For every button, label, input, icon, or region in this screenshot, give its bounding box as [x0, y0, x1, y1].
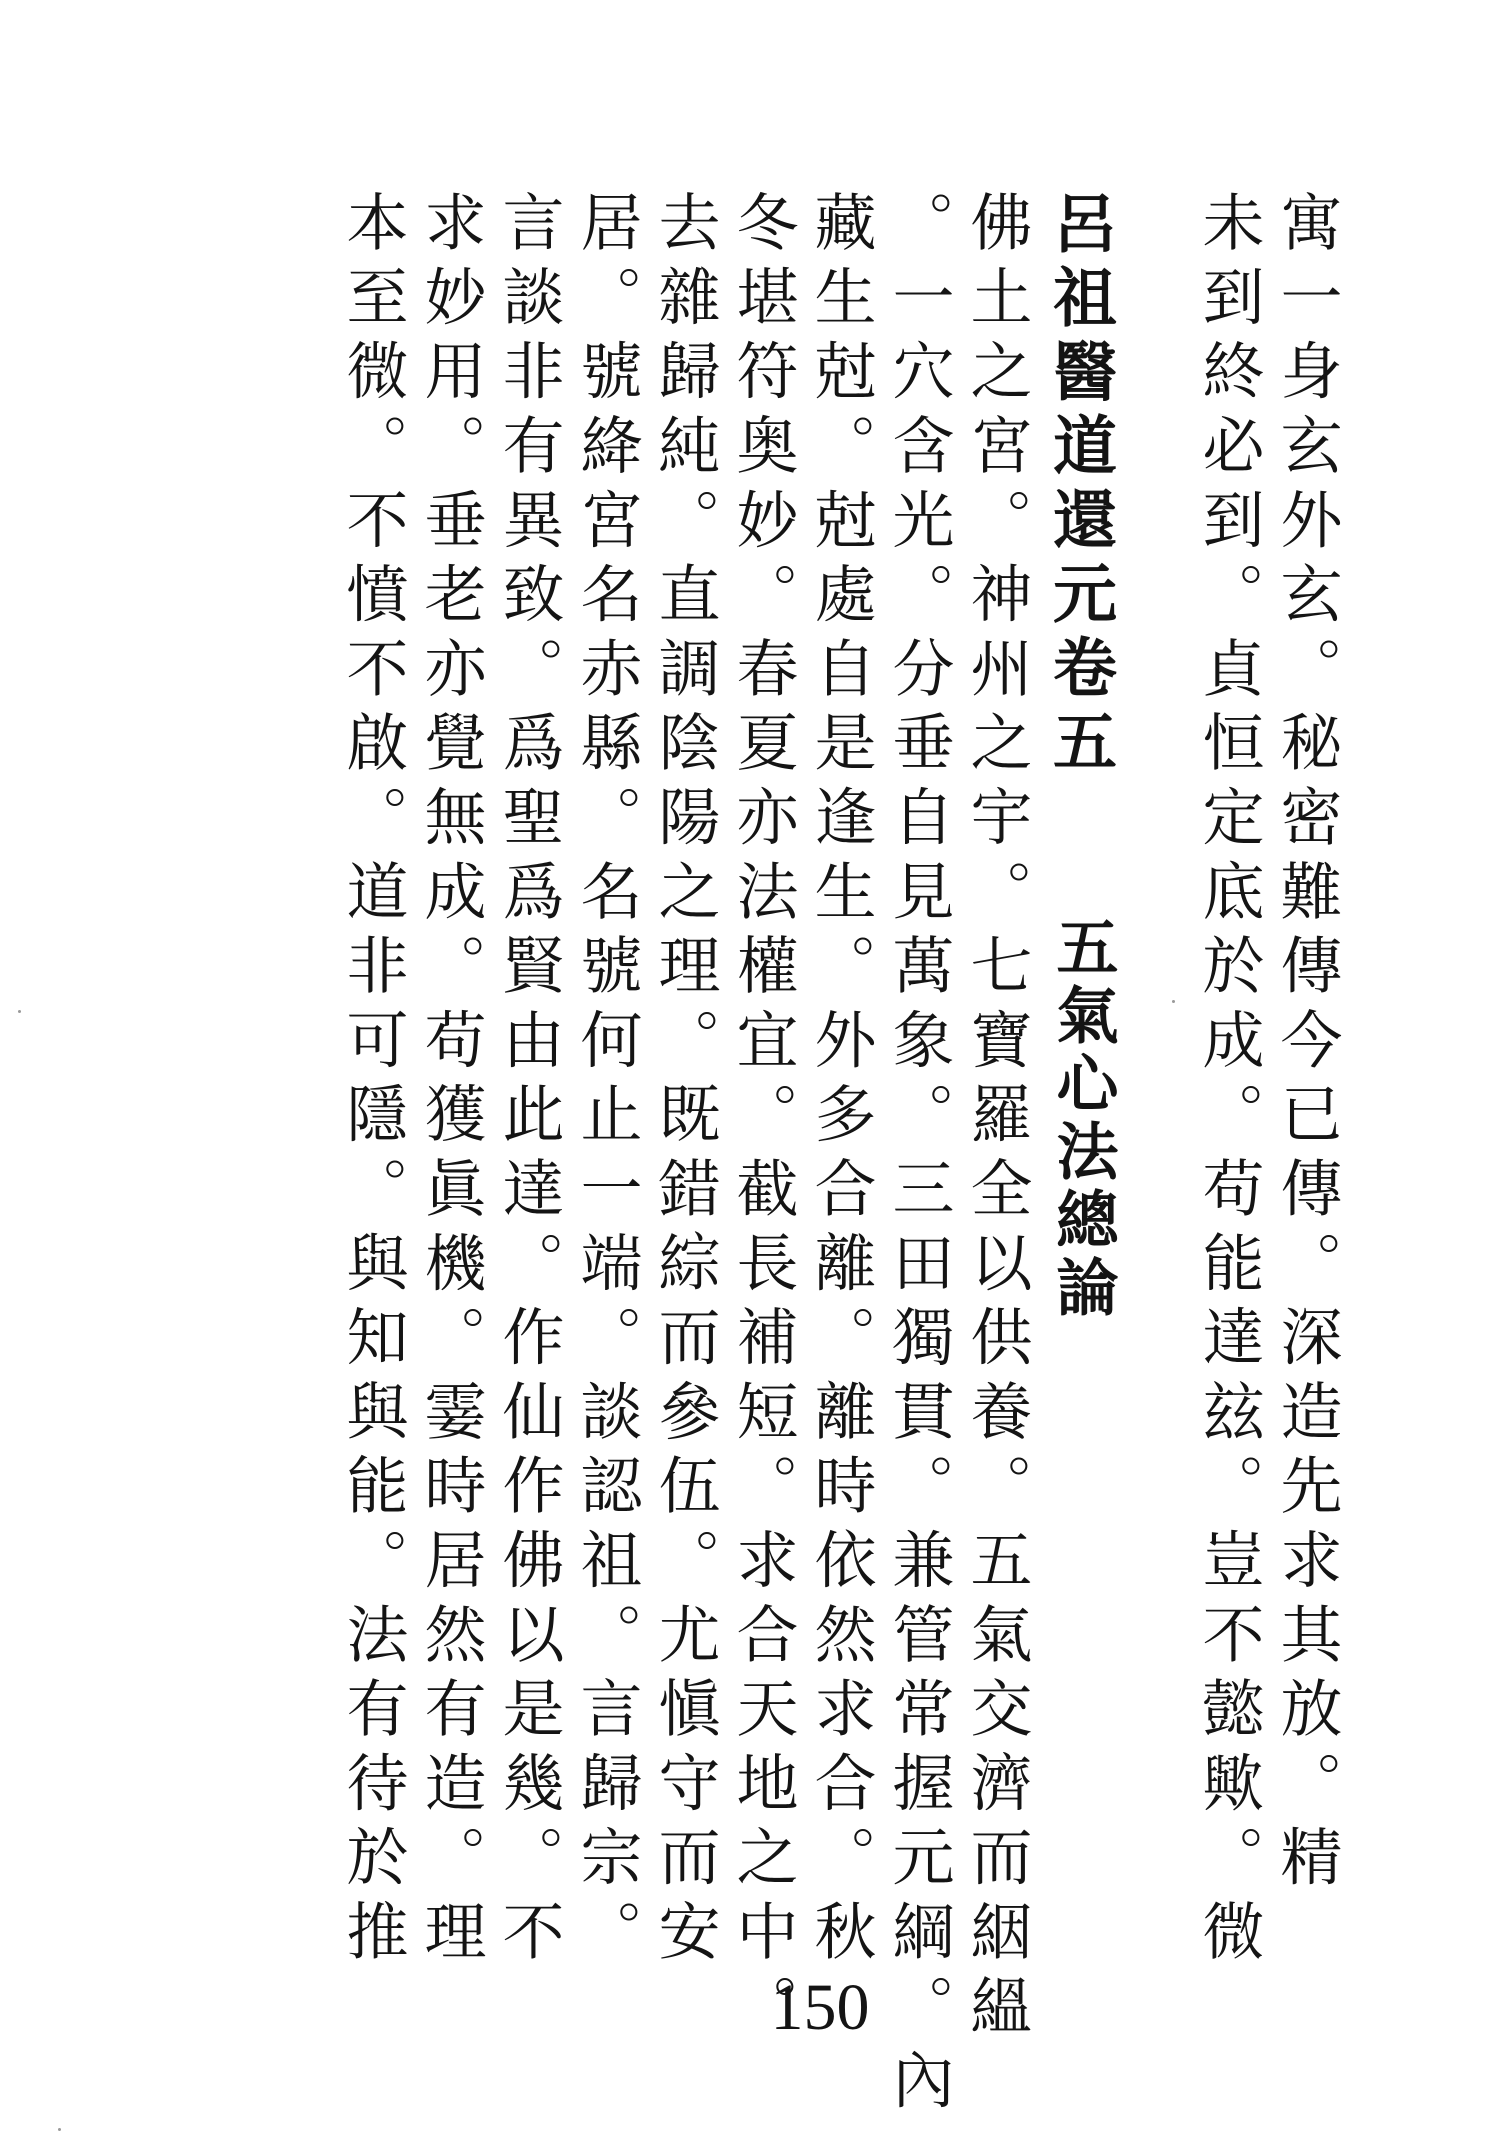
scan-speck: [1172, 1000, 1175, 1003]
text-column-2: 未到終必到。貞恒定底於成。苟能達玆。豈不懿歟。微: [1192, 190, 1265, 1974]
scan-speck: [18, 1010, 21, 1013]
text-column-9: 言談非有異致。爲聖爲賢由此達。作仙作佛以是幾。不: [492, 190, 565, 1974]
page-number: 150: [770, 1971, 870, 2044]
text-column-5: 藏生尅。尅處自是逢生。外多合離。離時依然求合。秋: [804, 190, 877, 1974]
text-column-3: 佛土之宮。神州之宇。七寶羅全以供養。五氣交濟而絪縕: [960, 190, 1033, 2048]
text-column-4: 。一穴含光。分垂自見萬象。三田獨貫。兼管常握元綱。內: [882, 190, 955, 2122]
section-title: 五氣心法總論: [1046, 915, 1119, 1323]
text-column-10: 求妙用。垂老亦覺無成。苟獲眞機。霎時居然有造。理: [414, 190, 487, 1974]
text-column-11: 本至微。不憤不啟。道非可隱。與知與能。法有待於推: [336, 190, 409, 1974]
book-title: 呂祖醫道還元卷五: [1042, 190, 1117, 782]
text-column-7: 去雜歸純。直調陰陽之理。既錯綜而參伍。尤愼守而安: [648, 190, 721, 1974]
text-column-1: 寓一身玄外玄。秘密難傳今已傳。深造先求其放。精: [1270, 190, 1343, 1899]
text-column-8: 居。號絳宮名赤縣。名號何止一端。談認祖。言歸宗。: [570, 190, 643, 1974]
text-column-6: 冬堪符奥妙。春夏亦法權宜。截長補短。求合天地之中。: [726, 190, 799, 2048]
scan-speck: [58, 2128, 61, 2131]
